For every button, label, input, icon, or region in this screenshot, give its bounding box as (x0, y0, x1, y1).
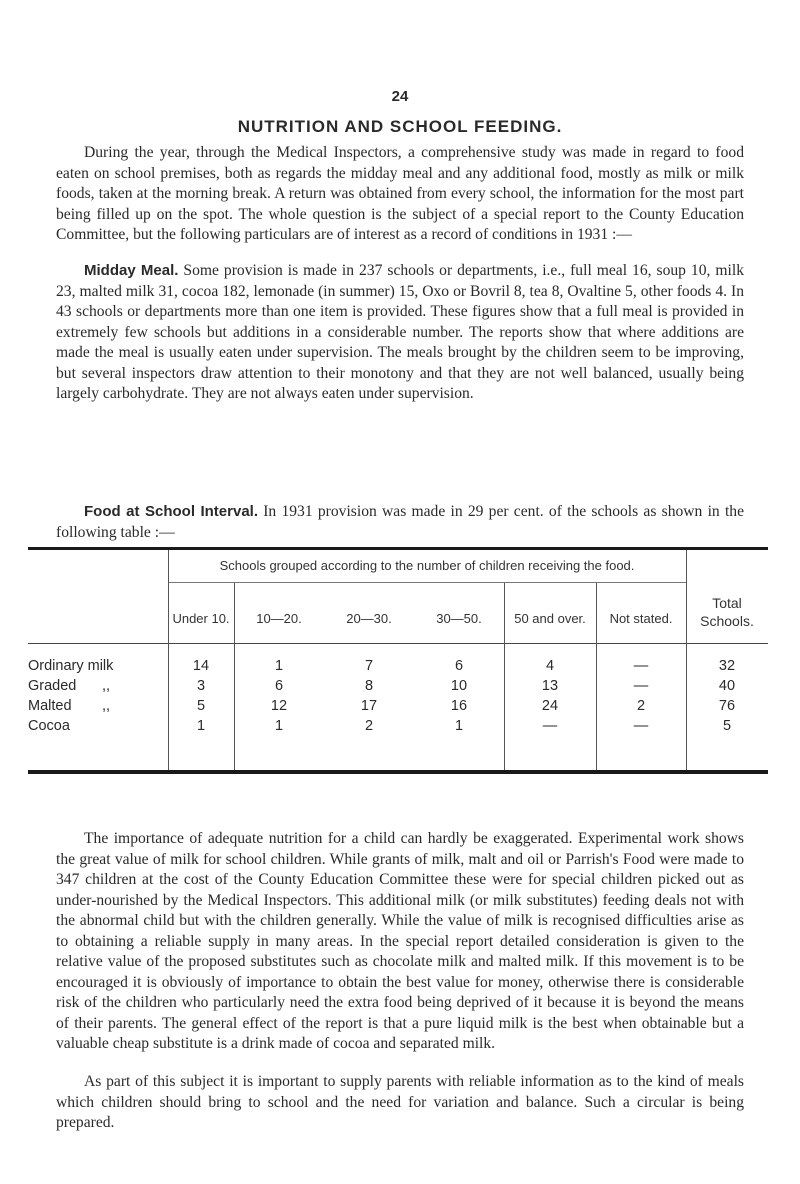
column-header: Not stated. (609, 611, 673, 626)
total-header-line: Total (712, 595, 742, 611)
table-cell: 16 (450, 698, 468, 714)
table-cell: — (633, 678, 649, 694)
column-header: 50 and over. (514, 611, 586, 626)
ditto-mark: ,, (102, 678, 111, 694)
table-cell: 17 (360, 698, 378, 714)
table-cell: 10 (450, 678, 468, 694)
table-cell: 6 (454, 658, 464, 674)
row-label (28, 658, 168, 674)
table-top-rule (28, 547, 768, 550)
page-title: NUTRITION AND SCHOOL FEEDING. (237, 117, 563, 136)
table-cell: 24 (541, 698, 559, 714)
group-header-rule (168, 582, 686, 583)
table-cell: — (542, 718, 558, 734)
table-cell: 4 (545, 658, 555, 674)
table-cell: 7 (364, 658, 374, 674)
table-cell: 6 (274, 678, 284, 694)
table-cell-total: 32 (718, 658, 736, 674)
school-interval-paragraph (56, 502, 744, 543)
ditto-mark: ,, (102, 698, 111, 714)
row-label (28, 718, 168, 734)
table-cell: 1 (454, 718, 464, 734)
importance-paragraph: The importance of adequate nutrition for a child can hardly be exaggerated. Experimental work shows the great value of milk for school children. While grants of milk, malt and oil or Parrish's Food were made to 347 children at the cost of the County Education Committee these were for special children picked out as under-nourished by the Medical Inspectors. This additional milk (or milk substitutes) feeding deals not with the abnormal child but with the children generally. While the value of milk is recognised difficulties arise as to obtaining a reliable supply in many areas. In the special report detailed consideration is given to the relative value of the proposed substitutes such as chocolate milk and malted milk. If this movement is to be encouraged it is obviously of importance to obtain the best value for money, otherwise there is considerable risk of the children who particularly need the extra food being deprived of it because it is beyond the means of their parents. The general effect of the report is that a pure liquid milk is the best when obtainable but a valuable cheap substitute is a drink made of cocoa and separated milk. (56, 830, 744, 1052)
table-cell: 8 (364, 678, 374, 694)
table-cell: 5 (196, 698, 206, 714)
table-bottom-rule (28, 770, 768, 774)
total-header-line: Schools. (700, 613, 754, 629)
table-cell: 1 (196, 718, 206, 734)
table-cell-total: 76 (718, 698, 736, 714)
midday-meal-heading: Midday Meal. (84, 262, 179, 279)
row-label-text: Cocoa (28, 718, 70, 734)
table-cell: 3 (196, 678, 206, 694)
table-cell: 2 (636, 698, 646, 714)
midday-meal-paragraph (56, 261, 744, 405)
table-cell: 14 (192, 658, 210, 674)
feeding-table (28, 547, 768, 774)
table-cell: 12 (270, 698, 288, 714)
row-label-text: Graded (28, 678, 77, 694)
table-header-rule (28, 643, 768, 644)
row-label-text: Malted (28, 698, 72, 714)
table-cell: — (633, 718, 649, 734)
group-header: Schools grouped according to the number of children receiving the food. (219, 558, 635, 573)
column-header: 20—30. (346, 611, 392, 626)
page-number: 24 (391, 88, 409, 105)
table-cell: 1 (274, 718, 284, 734)
school-interval-text: In 1931 provision was made in 29 per cent. of the schools as shown in the following table :— (56, 503, 744, 541)
total-header (686, 594, 768, 630)
table-cell-total: 40 (718, 678, 736, 694)
column-header: 30—50. (436, 611, 482, 626)
table-cell-total: 5 (722, 718, 732, 734)
intro-paragraph: During the year, through the Medical Inspectors, a comprehensive study was made in regard to food eaten on school premises, both as regards the midday meal and any additional food, mostly as milk or milk foods, taken at the morning break. A return was obtained from every school, the information for the most part being filled up on the spot. The whole question is the subject of a special report to the County Education Committee, but the following particulars are of interest as a record of conditions in 1931 :— (56, 144, 744, 243)
midday-meal-text: Some provision is made in 237 schools or departments, i.e., full meal 16, soup 10, milk 23, malted milk 31, cocoa 182, lemonade (in summer) 15, Oxo or Bovril 8, tea 8, Ovaltine 5, other foods 4. In 43 schools or departments more than one item is provided. These figures show that a full meal is provided in extremely few schools but additions in a considerable number. The reports show that where additions are made the meal is usually eaten under supervision. The meals brought by the children seem to be improving, but several inspectors draw attention to their monotony and that they are not well balanced, usually being largely carbohydrate. They are not always eaten under supervision. (56, 262, 744, 402)
table-cell: 2 (364, 718, 374, 734)
column-header: Under 10. (172, 611, 230, 626)
column-header: 10—20. (256, 611, 302, 626)
school-interval-heading: Food at School Interval. (84, 503, 259, 520)
table-cell: — (633, 658, 649, 674)
row-label (28, 678, 168, 694)
row-label (28, 698, 168, 714)
table-cell: 13 (541, 678, 559, 694)
row-label-text: Ordinary milk (28, 658, 114, 674)
table-cell: 1 (274, 658, 284, 674)
closing-paragraph: As part of this subject it is important to supply parents with reliable information as to the kind of meals which children should bring to school and the need for variation and balance. Such a circular is being prepared. (56, 1073, 744, 1131)
